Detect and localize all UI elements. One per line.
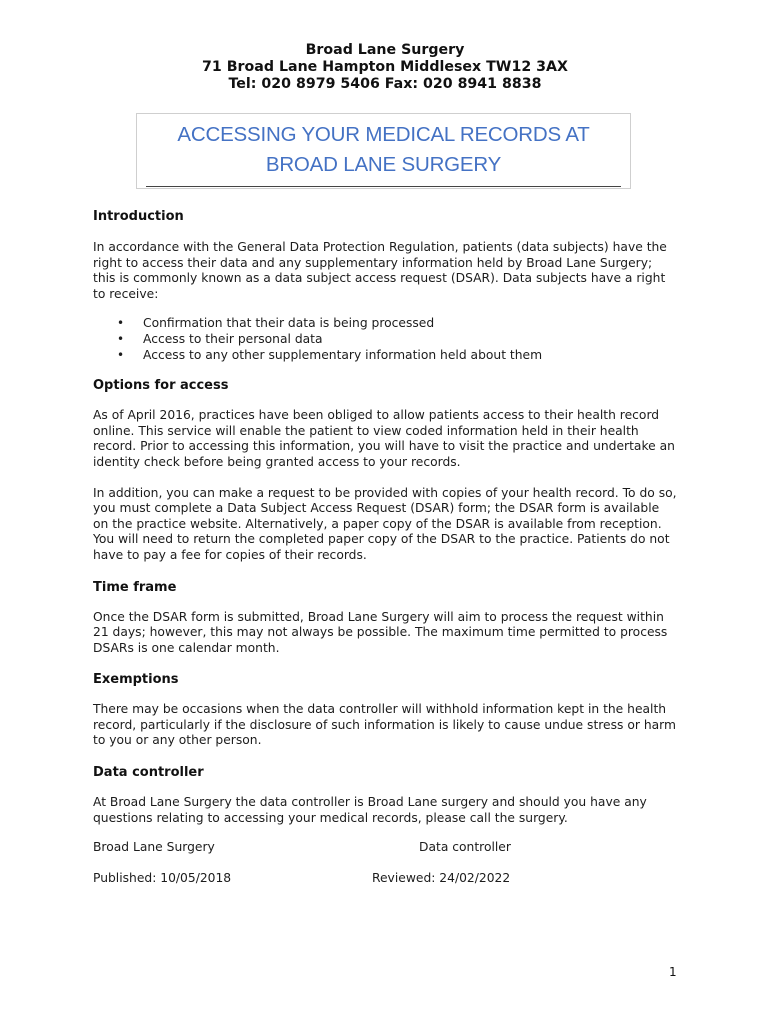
title-underline (146, 186, 621, 187)
published-date: Published: 10/05/2018 (93, 871, 232, 886)
reviewed-date: Reviewed: 24/02/2022 (372, 871, 511, 886)
list-item: • Access to their personal data (117, 331, 323, 346)
paragraph-data-controller: At Broad Lane Surgery the data controller is Broad Lane surgery and should you have any questions relating to accessing your medical records, please call the surgery. (93, 795, 647, 825)
title-line-2: BROAD LANE SURGERY (265, 153, 502, 176)
heading-data-controller: Data controller (93, 765, 204, 781)
paragraph-exemptions: There may be occasions when the data controller will withhold information kept in the health record, particularly if the disclosure of such information is likely to cause undue stress or harm to you or any other person. (93, 702, 676, 748)
practice-address: 71 Broad Lane Hampton Middlesex TW12 3AX (202, 59, 568, 75)
document-title (137, 120, 630, 180)
bullet-icon: • (117, 316, 125, 331)
paragraph-options-dsar: In addition, you can make a request to be provided with copies of your health record. To do so, you must complete a Data Subject Access Request (DSAR) form; the DSAR form is available on the practice website. Alternatively, a paper copy of the DSAR is available from reception. You will need to return the completed paper copy of the DSAR to the practice. Patients do not have to pay a fee for copies of their records. (93, 485, 677, 562)
document-body (93, 209, 678, 887)
paragraph-introduction: In accordance with the General Data Protection Regulation, patients (data subjects) have the right to access their data and any supplementary information held by Broad Lane Surgery; this is commonly known as a data subject access request (DSAR). Data subjects have a right to receive: (93, 240, 667, 301)
signoff-row-1 (93, 840, 678, 856)
list-item: • Confirmation that their data is being processed (117, 316, 435, 331)
paragraph-options-online: As of April 2016, practices have been obliged to allow patients access to their health record online. This service will enable the patient to view coded information held in their health record. Prior to accessing this information, you will have to visit the practice and undertake an identity check before being granted access to your records. (93, 408, 675, 469)
bullet-icon: • (117, 347, 125, 362)
signoff-organisation: Broad Lane Surgery (93, 840, 215, 855)
title-box (136, 113, 631, 189)
heading-introduction: Introduction (93, 209, 184, 224)
heading-options-for-access: Options for access (93, 378, 229, 394)
paragraph-time-frame: Once the DSAR form is submitted, Broad Lane Surgery will aim to process the request within 21 days; however, this may not always be possible. The maximum time permitted to process DSARs is one calendar month. (93, 609, 668, 655)
heading-exemptions: Exemptions (93, 672, 179, 688)
page-number: 1 (669, 965, 677, 979)
bullet-icon: • (117, 331, 125, 346)
list-item: • Access to any other supplementary information held about them (117, 347, 543, 362)
signoff-row-2 (93, 871, 678, 887)
practice-name: Broad Lane Surgery (305, 42, 465, 58)
title-line-1: ACCESSING YOUR MEDICAL RECORDS AT (177, 123, 590, 146)
heading-time-frame: Time frame (93, 579, 177, 595)
letterhead (0, 42, 770, 93)
signoff-role: Data controller (419, 840, 511, 855)
practice-phone-fax: Tel: 020 8979 5406 Fax: 020 8941 8838 (228, 76, 542, 92)
rights-list (93, 316, 678, 363)
